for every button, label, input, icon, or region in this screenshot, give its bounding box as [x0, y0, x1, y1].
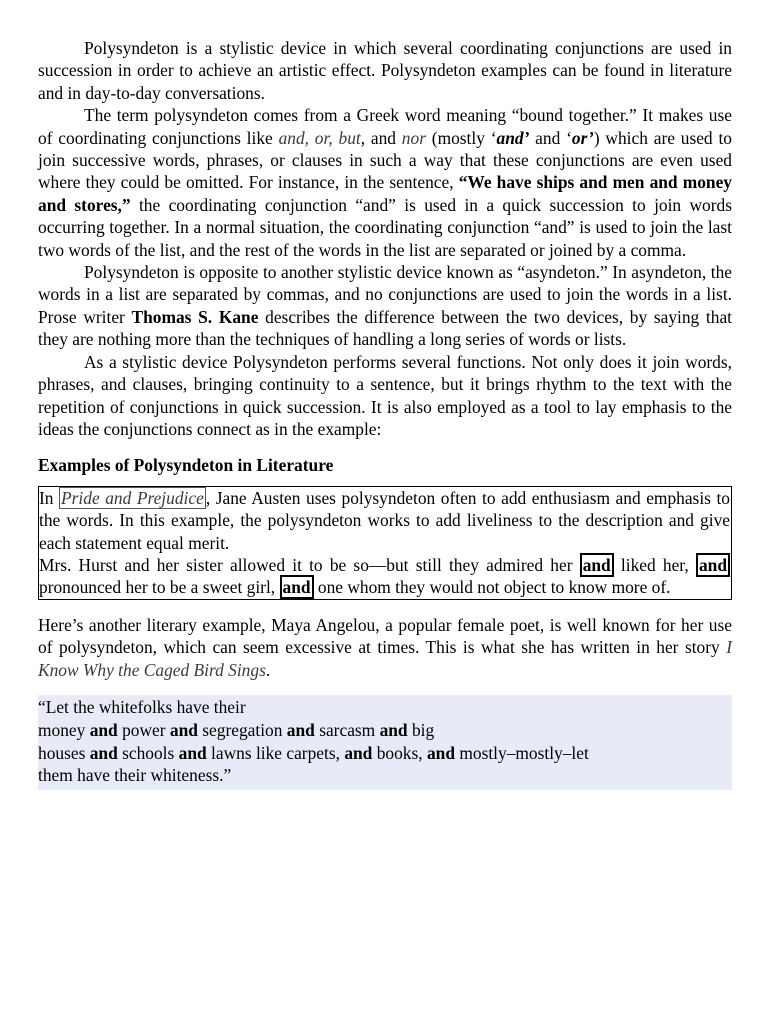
book-title: Pride and Prejudice	[61, 487, 204, 508]
quote-text: sarcasm	[314, 719, 380, 740]
paragraph-text: .	[265, 659, 271, 680]
quote-text: segregation	[197, 719, 287, 740]
quote-and: and	[89, 719, 118, 740]
quote-line-1: “Let the whitefolks have their	[38, 696, 246, 717]
paragraph-etymology	[38, 104, 732, 261]
paragraph-text: describes the difference between the two devices, by saying that they are nothing more than the techniques of handling a long series of words or lists.	[38, 306, 732, 350]
paragraph-asyndeton	[38, 261, 732, 351]
quote-and: and	[426, 742, 455, 763]
conjunction-list: and, or, but	[278, 127, 361, 148]
quote-text: lawns like carpets,	[206, 742, 345, 763]
example-box	[38, 486, 732, 600]
conjunction-and: and’	[496, 127, 530, 148]
example-quote-text: one whom they would not object to know more of.	[313, 577, 671, 598]
quote-text: houses	[38, 742, 90, 763]
paragraph-text: Here’s another literary example, Maya Angelou, a popular female poet, is well known for her use of polysyndeton, which can seem excessive at times. This is what she has written in her story	[38, 614, 732, 658]
highlighted-and: and	[280, 575, 314, 599]
paragraph-text: Polysyndeton is a stylistic device in which several coordinating conjunctions are used in succession in order to achieve an artistic effect. Polysyndeton examples can be found in literature and in day-to-day conversations.	[38, 38, 732, 103]
quote-and: and	[286, 719, 315, 740]
quote-text: books,	[372, 742, 427, 763]
quote-text: money	[38, 719, 90, 740]
paragraph-text: ) which are used to join successive words, phrases, or clauses in such a way that these conjunctions are even used where they could be omitted. For instance, in the sentence,	[38, 127, 732, 193]
example-intro	[39, 487, 730, 554]
paragraph-functions	[38, 351, 732, 441]
quote-and: and	[178, 742, 207, 763]
quote-text: power	[117, 719, 170, 740]
highlighted-and: and	[580, 553, 614, 577]
example-quote-text: Mrs. Hurst and her sister allowed it to be so—but still they admired her	[39, 554, 580, 575]
quote-and: and	[344, 742, 373, 763]
quote-and: and	[89, 742, 118, 763]
paragraph-angelou	[38, 614, 732, 681]
document-page	[38, 37, 732, 790]
example-sentence: “We have ships and men and money and stores,”	[38, 172, 732, 215]
paragraph-text: The term polysyndeton comes from a Greek word meaning “bound together.” It makes use of coordinating conjunctions like	[38, 105, 732, 148]
conjunction-or: or’	[571, 127, 594, 148]
paragraph-text: and ‘	[529, 127, 572, 148]
quote-line-4: them have their whiteness.”	[38, 765, 232, 786]
paragraph-text: (mostly ‘	[425, 127, 497, 148]
paragraph-text: , and	[360, 127, 402, 148]
conjunction-nor: nor	[401, 127, 426, 148]
example-quote-text: pronounced her to be a sweet girl,	[39, 577, 280, 598]
paragraph-text: the coordinating conjunction “and” is used in a quick succession to join words occurring together. In a normal situation, the coordinating conjunction “and” is used to join the last two words of the list, and the rest of the words in the list are separated or joined by a comma.	[38, 194, 733, 260]
example-intro-text: , Jane Austen uses polysyndeton often to add enthusiasm and emphasis to the words. In this example, the polysyndeton works to add liveliness to the description and give each statement equal merit.	[39, 487, 730, 553]
quote-text: schools	[117, 742, 179, 763]
section-heading: Examples of Polysyndeton in Literature	[38, 455, 334, 476]
quote-text: mostly–mostly–let	[455, 742, 589, 763]
quote-line-2	[38, 719, 732, 742]
angelou-quote-block	[38, 695, 732, 790]
example-quote-text: liked her,	[613, 554, 696, 575]
example-intro-text: In	[39, 487, 60, 508]
story-title: I Know Why the Caged Bird Sings	[38, 637, 732, 680]
paragraph-text: Polysyndeton is opposite to another stylistic device known as “asyndeton.” In asyndeton, the words in a list are separated by commas, and no conjunctions are used to join the words in a list. Prose writer	[38, 262, 732, 327]
quote-text: big	[407, 719, 435, 740]
example-quote	[39, 554, 730, 599]
paragraph-text: As a stylistic device Polysyndeton performs several functions. Not only does it join words, phrases, and clauses, bringing continuity to a sentence, but it brings rhythm to the text with the repetition of conjunctions in quick succession. It is also employed as a tool to lay emphasis to the ideas the conjunctions connect as in the example:	[38, 351, 732, 439]
author-name: Thomas S. Kane	[131, 306, 259, 327]
quote-and: and	[379, 719, 408, 740]
highlighted-and: and	[696, 553, 730, 577]
paragraph-definition	[38, 37, 732, 104]
quote-line-3	[38, 742, 732, 765]
quote-and: and	[169, 719, 198, 740]
